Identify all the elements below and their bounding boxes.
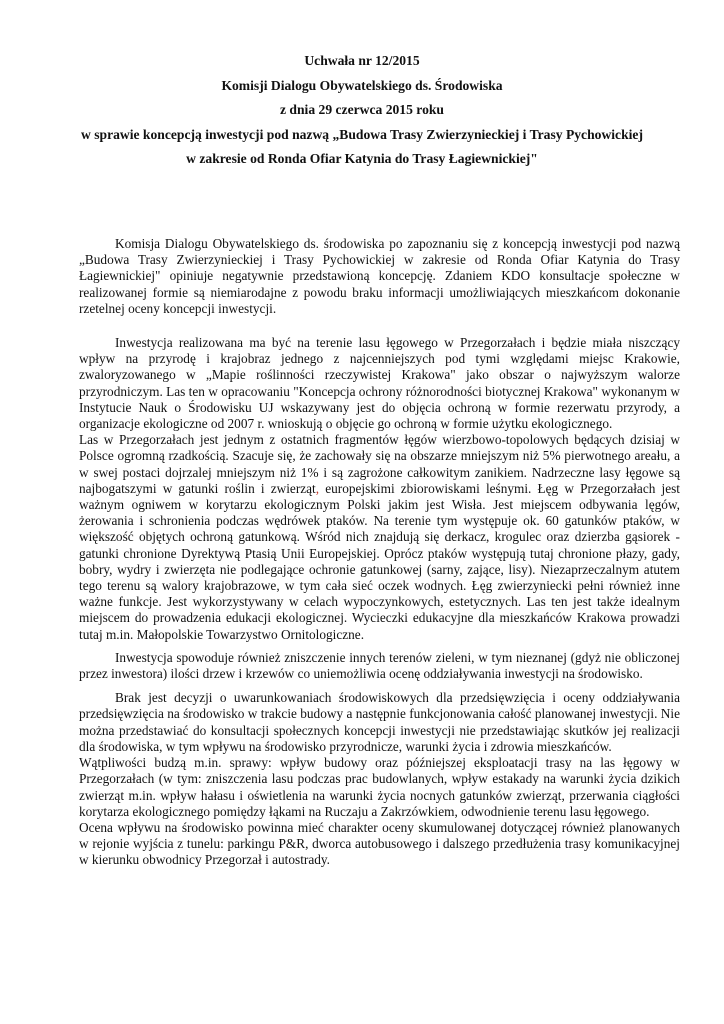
resolution-heading xyxy=(40,49,684,172)
paragraph-forest-location: Inwestycja realizowana ma być na terenie lasu łęgowego w Przegorzałach i będzie miała niszczący wpływ na przyrodę i krajobraz jednego z najcenniejszych pod tymi względami miejsc Krakowie, zwaloryzowanego w „Mapie roślinności rzeczywistej Krakowa" jako obszar o najwyższym walorze przyrodniczym. Las ten w opracowaniu "Koncepcja ochrony różnorodności biotycznej Krakowa" wykonanym w Instytucie Nauk o Środowisku UJ wskazywany jest do objęcia ochroną w formie rezerwatu przyrody, a organizacje ekologiczne od 2007 r. wnioskują o objęcie go ochroną w formie użytku ekologicznego. xyxy=(79,335,680,432)
highlighted-comma: , xyxy=(315,480,320,496)
resolution-subject: w sprawie koncepcją inwestycji pod nazwą „Budowa Trasy Zwierzynieckiej i Trasy Pychowickiej xyxy=(81,126,643,142)
paragraph-forest-description-part1: Las w Przegorzałach jest jednym z ostatnich fragmentów łęgów wierzbowo-topolowych będących dzisiaj w Polsce ogromną rzadkością. Szacuje się, że zachowały się na obszarze mniejszym niż 5% pierwotnego areału, a w swej postaci dojrzalej mniejszym niż 1% i są zagrożone całkowitym zanikiem. Nadrzeczne lasy łęgowe są najbogatszymi w gatunki roślin i zwierząt xyxy=(79,432,680,496)
resolution-number: Uchwała nr 12/2015 xyxy=(304,53,420,68)
paragraph-doubts: Wątpliwości budzą m.in. sprawy: wpływ budowy oraz późniejszej eksploatacji trasy na las łęgowy w Przegorzałach (w tym: zniszczenia lasu podczas prac budowlanych, wpływ estakady na warunki życia dzikich zwierząt m.in. wpływ hałasu i oświetlenia na warunki życia nocnych gatunków zwierząt, przerwania ciągłości korytarza ekologicznego pomiędzy łąkami na Ruczaju a Zakrzówkiem, odwodnienie terenu lasu łęgowego. xyxy=(79,755,680,819)
paragraph-other-greenery: Inwestycja spowoduje również zniszczenie innych terenów zieleni, w tym nieznanej (gdyż nie obliczonej przez inwestora) ilości drzew i krzewów co uniemożliwia ocenę oddziaływania inwestycji na środowisko. xyxy=(79,649,680,682)
document-body xyxy=(79,236,680,869)
paragraph-forest-description-part2: europejskimi zbiorowiskami leśnymi. Łęg w Przegorzałach jest ważnym ogniwem w korytarzu ekologicznym Polski jakim jest Wisła. Jest miejscem odbywania lęgów, żerowania i schronienia podczas wędrówek ptaków. Na terenie tym występuje ok. 60 gatunków ptaków, w większość objętych ochroną gatunkową. Wśród nich znajdują się derkacz, krogulec oraz dzierzba gąsiorek - gatunki chronione Dyrektywą Ptasią Unii Europejskiej. Oprócz ptaków występują tutaj chronione płazy, gady, bobry, wydry i zwierzęta nie podlegające ochronie gatunkowej (sarny, zające, lisy). Niezaprzeczalnym atutem tego terenu są walory krajobrazowe, w tym cała sieć oczek wodnych. Łęg zwierzyniecki pełni również inne ważne funkcje. Jest wykorzystywany w celach wypoczynkowych, estetycznych. Las ten jest także idealnym miejscem do prowadzenia edukacji ekologicznej. Wycieczki edukacyjne dla mieszkańców Krakowa prowadzi tutaj m.in. Małopolskie Towarzystwo Ornitologiczne. xyxy=(79,480,680,642)
committee-name: Komisji Dialogu Obywatelskiego ds. Środowiska xyxy=(221,77,503,93)
paragraph-opinion: Komisja Dialogu Obywatelskiego ds. środowiska po zapoznaniu się z koncepcją inwestycji pod nazwą „Budowa Trasy Zwierzynieckiej i Trasy Pychowickiej w zakresie od Ronda Ofiar Katynia do Trasy Łagiewnickiej" opiniuje negatywnie przedstawioną koncepcję. Zdaniem KDO konsultacje społeczne w realizowanej formie są niemiarodajne z powodu braku informacji umożliwiających mieszkańcom dokonanie rzetelnej oceny koncepcji inwestycji. xyxy=(79,236,680,316)
paragraph-forest-description xyxy=(79,432,680,643)
resolution-subject-scope: w zakresie od Ronda Ofiar Katynia do Trasy Łagiewnickiej" xyxy=(186,151,538,166)
resolution-date: z dnia 29 czerwca 2015 roku xyxy=(280,102,444,117)
paragraph-impact-assessment: Ocena wpływu na środowisko powinna mieć charakter oceny skumulowanej dotyczącej również planowanych w rejonie wyjścia z tunelu: parkingu P&R, dworca autobusowego i dalszego przedłużenia trasy komunikacyjnej w kierunku obwodnicy Przegorzał i autostrady. xyxy=(79,819,680,868)
paragraph-missing-decision: Brak jest decyzji o uwarunkowaniach środowiskowych dla przedsięwzięcia i oceny oddziaływania przedsięwzięcia na środowisko w trakcie budowy a następnie funkcjonowania całość planowanej inwestycji. Nie można przedstawiać do konsultacji społecznych koncepcji inwestycji nie przedstawiając skutków jej realizacji dla środowiska, w tym wpływu na środowisko przyrodnicze, warunki życia i zdrowia mieszkańców. xyxy=(79,690,680,754)
